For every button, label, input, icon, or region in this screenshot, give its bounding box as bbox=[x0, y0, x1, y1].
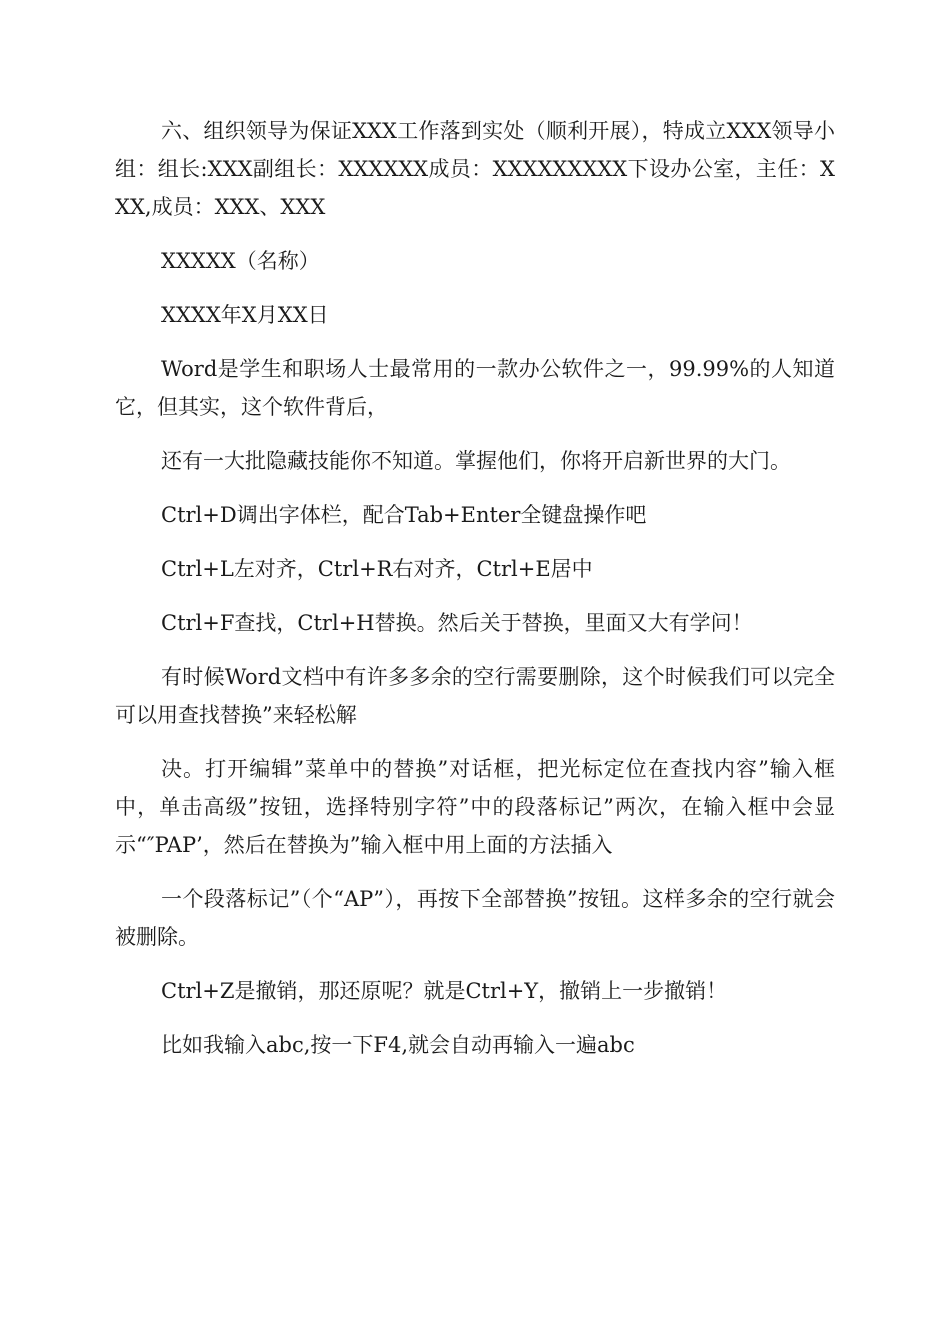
paragraph-undo-redo: Ctrl+Z是撤销，那还原呢？就是Ctrl+Y，撤销上一步撤销！ bbox=[161, 979, 728, 1003]
paragraph-find-replace: Ctrl+F查找，Ctrl+H替换。然后关于替换，里面又大有学问！ bbox=[161, 611, 753, 635]
paragraph-organization: 六、组织领导为保证XXX工作落到实处（顺利开展），特成立XXX领导小组：组长:XXX副组长：XXXXXX成员：XXXXXXXXX下设办公室，主任：XXX,成员：XXX、XXX bbox=[115, 119, 835, 219]
paragraph-empty-lines: 有时候Word文档中有许多多余的空行需要删除，这个时候我们可以完全可以用查找替换”来轻松解 bbox=[115, 665, 835, 727]
paragraph-ctrl-d: Ctrl+D调出字体栏，配合Tab+Enter全键盘操作吧 bbox=[161, 503, 647, 527]
paragraph-signature-name: XXXXX（名称） bbox=[161, 249, 320, 273]
document-body bbox=[115, 112, 835, 1080]
paragraph-alignment: Ctrl+L左对齐，Ctrl+R右对齐，Ctrl+E居中 bbox=[161, 557, 593, 581]
paragraph-replace-dialog: 决。打开编辑”菜单中的替换”对话框，把光标定位在查找内容”输入框中，单击高级”按钮，选择特别字符”中的段落标记”两次，在输入框中会显示“″PAP’，然后在替换为”输入框中用上面的方法插入 bbox=[115, 757, 835, 857]
paragraph-f4-repeat: 比如我输入abc,按一下F4,就会自动再输入一遍abc bbox=[161, 1033, 635, 1057]
paragraph-word-intro: Word是学生和职场人士最常用的一款办公软件之一，99.99%的人知道它，但其实，这个软件背后， bbox=[115, 357, 835, 419]
paragraph-hidden-skills: 还有一大批隐藏技能你不知道。掌握他们，你将开启新世界的大门。 bbox=[161, 449, 791, 473]
paragraph-signature-date: XXXX年X月XX日 bbox=[161, 303, 329, 327]
paragraph-paragraph-mark: 一个段落标记”（个“AP”），再按下全部替换”按钮。这样多余的空行就会被删除。 bbox=[115, 887, 835, 949]
